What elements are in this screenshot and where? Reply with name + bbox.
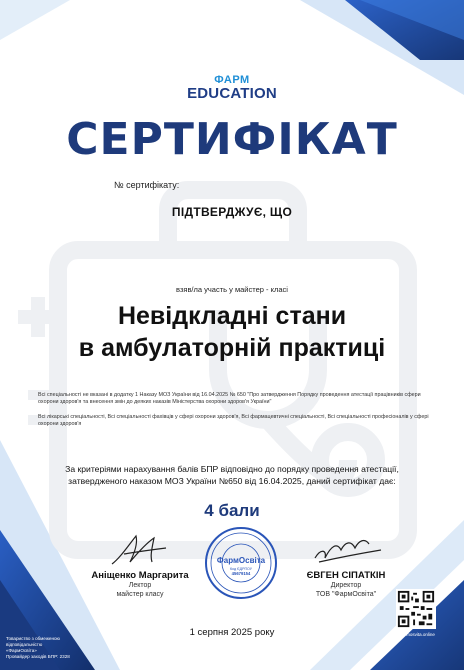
lecturer-role-detail: майстер класу — [116, 591, 164, 598]
pharm-education-logo — [0, 74, 464, 102]
participation-text: взяв/ла участь у майстер - класі — [176, 285, 288, 294]
director-role: Директор — [330, 582, 362, 589]
provider-footer-line-3: «ФармОсвіта» — [6, 648, 37, 653]
cpd-points: 4 бали — [204, 501, 260, 520]
certificate-title: СЕРТИФІКАТ — [66, 114, 398, 165]
criteria-line-1: За критеріями нарахування балів БПР відповідно до порядку проведення атестації, — [65, 464, 399, 474]
provider-footer-line-4: Провайдер заходів БПР: 2328 — [6, 654, 70, 659]
course-title — [0, 300, 464, 364]
qr-caption: pharmosvita.online — [397, 632, 435, 637]
director-company: ТОВ "ФармОсвіта" — [315, 591, 377, 598]
stamp-code: 45679154 — [231, 571, 251, 576]
lecturer-signature — [100, 528, 180, 568]
criteria-text — [30, 463, 434, 487]
lecturer-signature-block — [70, 528, 210, 599]
specialties-notes — [38, 392, 438, 436]
certificate-number-label: № сертифікату: — [114, 180, 180, 190]
logo-top-text: ФАРМ — [214, 74, 250, 86]
provider-footer-line-2: відповідальністю — [6, 642, 43, 647]
confirms-text: ПІДТВЕРДЖУЄ, ЩО — [171, 205, 293, 219]
course-title-line-1: Невідкладні стани — [117, 302, 347, 330]
company-stamp — [204, 526, 278, 600]
lecturer-role: Лектор — [128, 582, 152, 589]
specialties-note-2: Всі лікарські спеціальності, Всі спеціальності фахівців у сфері охорони здоров'я, Всі фармацевтичні спеціальності, Всі спеціальності професіоналів у сфері охорони здоров'я — [38, 414, 429, 427]
logo-main-text: EDUCATION — [187, 85, 277, 102]
director-signature — [301, 528, 391, 568]
director-name: ЄВГЕН СІПАТКІН — [306, 570, 386, 581]
criteria-line-2: затвердженого наказом МОЗ України №650 від 16.04.2025, даний сертифікат дає: — [68, 476, 396, 486]
stamp-code-label: Код ЄДРПОУ — [229, 567, 253, 571]
specialties-note-1: Всі спеціальності не вказані в додатку 1 Наказу МОЗ України від 16.04.2025 № 650 "Про затвердження Порядку проведення атестації працівників сфери охорони здоров'я та внесення змін до деяких наказів Міністерства охорони здоров'я України" — [38, 392, 421, 405]
stamp-center-text: ФармОсвіта — [216, 556, 266, 565]
provider-footer — [6, 636, 96, 660]
issue-date: 1 серпня 2025 року — [189, 627, 275, 638]
lecturer-name: Аніщенко Маргарита — [91, 570, 189, 581]
provider-footer-line-1: Товариство з обмеженою — [6, 636, 60, 641]
director-signature-block — [276, 528, 416, 599]
course-title-line-2: в амбулаторній практиці — [78, 334, 386, 362]
qr-code[interactable] — [396, 589, 436, 629]
